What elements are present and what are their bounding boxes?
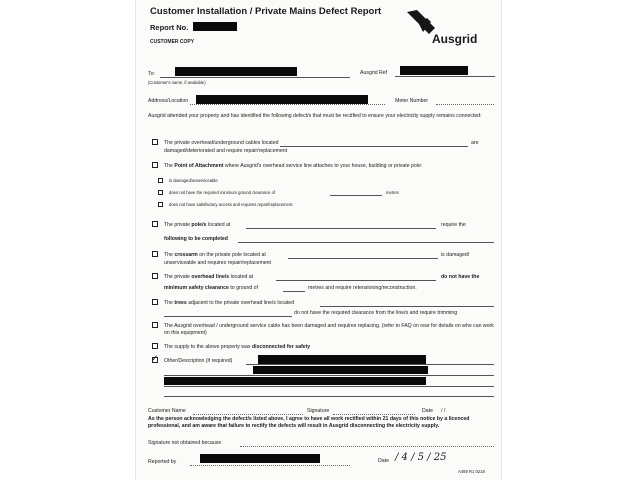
customer-name-line[interactable]: [193, 414, 303, 415]
other-description-label: Other/Description (if required): [164, 358, 233, 364]
customer-name-label: Customer Name: [148, 408, 186, 414]
defect-cables-text: The private overhead/underground cables located: [164, 140, 279, 146]
defect-crossarm-end: is damaged/: [441, 252, 470, 258]
form-title: Customer Installation / Private Mains Defect Report: [150, 6, 382, 17]
defect-trees-line2: do not have the required clearance from the line/s and require trimming: [294, 310, 458, 316]
cables-location-line: [280, 146, 468, 147]
redacted-report-number: [193, 22, 237, 31]
checkbox-poa-access[interactable]: [158, 202, 163, 207]
intro-text: Ausgrid attended your property and has identified the following defect/s that must be rectified to ensure your electricity supply remains connected:: [148, 113, 482, 119]
defect-cables-end: are: [471, 140, 479, 146]
defect-poles-text: The private pole/s located at: [164, 222, 231, 228]
defect-lines-line2: minimum safety clearance to ground of: [164, 285, 259, 291]
checkbox-poa-damaged[interactable]: [158, 178, 163, 183]
trees-location-line-2: [164, 316, 292, 317]
defect-poa-text: The Point of Attachment where Ausgrid's overhead service line attaches to your house, building or private pole:: [164, 163, 423, 169]
ausgrid-ref-label: Ausgrid Ref: [360, 70, 388, 76]
checkbox-point-of-attachment[interactable]: [152, 162, 158, 168]
ausgrid-logo-text: Ausgrid: [432, 32, 478, 46]
checkbox-private-poles[interactable]: [152, 221, 158, 227]
defect-crossarm-line2: unserviceable and requires repair/replacement: [164, 260, 271, 266]
redacted-address: [196, 95, 368, 104]
address-label: Address/Location: [148, 98, 189, 104]
other-line-4: [164, 396, 494, 397]
checkbox-poa-clearance[interactable]: [158, 190, 163, 195]
redacted-description-1: [258, 355, 426, 364]
acknowledgement-text: As the person acknowledging the defect/s listed above, I agree to have all work rectified within 21 days of this notice by a licenced professional, and am aware that failure to rectify the defects will result in Ausgrid disconnecting the electricity supply.: [148, 416, 470, 429]
ausgrid-ref-line: [395, 76, 495, 77]
meter-number-label: Meter Number: [395, 98, 429, 104]
defect-poles-end: require the: [441, 222, 466, 228]
defect-cables-line2: damaged/deteriorated and require repair/replacement: [164, 148, 288, 154]
checkbox-service-cable[interactable]: [152, 322, 158, 328]
other-line-2: [164, 375, 494, 376]
defect-lines-text: The private overhead line/s located at: [164, 274, 254, 280]
other-line-3: [164, 386, 494, 387]
defect-trees-text: The trees adjacent to the private overhead line/s located: [164, 300, 295, 306]
defect-service-cable-text: The Ausgrid overhead / underground service cable has been damaged and requires replacing. (refer to FAQ on rear for details on who can work on this equipment): [164, 323, 494, 336]
defect-poles-line2: following to be completed: [164, 236, 228, 242]
reported-by-line[interactable]: [190, 465, 350, 466]
to-label: To:: [148, 71, 155, 77]
poa-damaged-text: is damaged/unserviceable: [169, 178, 218, 183]
date-2-handwritten: / 4 / 5 / 25: [395, 452, 447, 463]
poa-clearance-line: [330, 195, 382, 196]
to-line: [160, 77, 350, 78]
crossarm-location-line: [288, 258, 438, 259]
customer-copy-label: CUSTOMER COPY: [150, 39, 195, 45]
checkbox-trees[interactable]: [152, 299, 158, 305]
other-check-mark-icon: ✓: [151, 353, 159, 363]
signature-line[interactable]: [333, 414, 415, 415]
checkbox-disconnected[interactable]: [152, 343, 158, 349]
lines-clearance-line: [283, 291, 305, 292]
lines-location-line: [276, 280, 436, 281]
reported-by-label: Reported by: [148, 459, 177, 465]
other-line-1: [246, 364, 494, 365]
address-line: [190, 104, 385, 105]
date-2-label: Date: [378, 458, 389, 464]
redacted-description-2: [253, 366, 428, 374]
poles-location-line: [246, 228, 436, 229]
defect-disconnected-text: The supply to the above property was disconnected for safety: [164, 344, 311, 350]
defect-lines-line2-end: metres and require retensioning/reconstruction.: [308, 285, 417, 291]
redacted-ausgrid-ref: [400, 66, 468, 75]
poa-clearance-text: does not have the required minimum ground clearance of: [169, 190, 276, 195]
poa-access-text: does not have satisfactory access and requires repair/replacement.: [169, 202, 294, 207]
not-obtained-line[interactable]: [240, 446, 494, 447]
signature-not-obtained-label: Signature not obtained because: [148, 440, 222, 446]
date-label: Date: [422, 408, 433, 414]
poles-work-line: [238, 242, 494, 243]
date-blank: / /: [441, 408, 446, 414]
checkbox-cables[interactable]: [152, 139, 158, 145]
meter-number-line: [436, 104, 494, 105]
checkbox-crossarm[interactable]: [152, 251, 158, 257]
checkbox-overhead-lines[interactable]: [152, 273, 158, 279]
defect-crossarm-text: The crossarm on the private pole located at: [164, 252, 266, 258]
form-code: A459 R1 0218: [458, 469, 485, 474]
signature-label: Signature: [307, 408, 330, 414]
customer-name-note: (Customer's name, if available): [148, 80, 206, 85]
defect-lines-end: do not have the: [441, 274, 480, 280]
report-number-label: Report No.: [150, 23, 189, 32]
poa-clearance-metres: metres: [386, 190, 399, 195]
redacted-customer-name: [175, 67, 297, 76]
trees-location-line: [320, 306, 494, 307]
redacted-reported-by: [200, 454, 320, 463]
redacted-description-3: [164, 377, 426, 385]
